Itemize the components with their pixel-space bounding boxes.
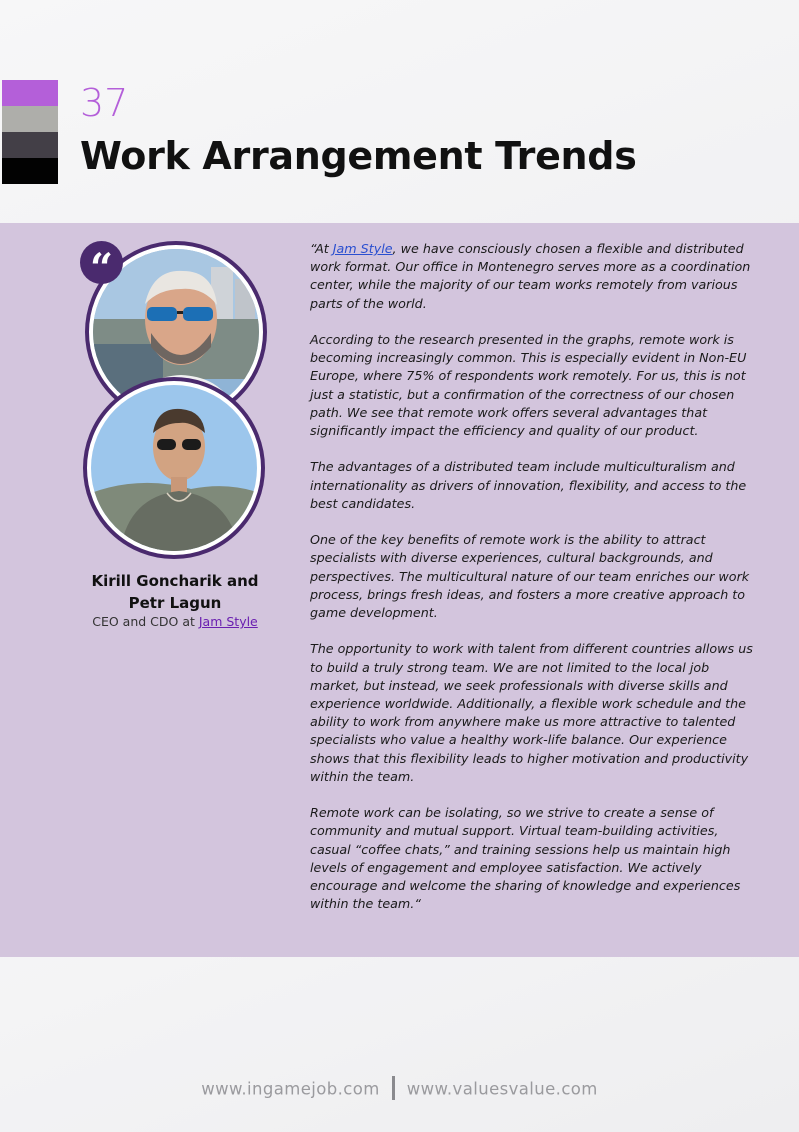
avatar-petr-image bbox=[91, 385, 257, 551]
quote-text bbox=[310, 240, 760, 932]
page-title: Work Arrangement Trends bbox=[80, 134, 637, 178]
quote-paragraph-5: The opportunity to work with talent from different countries allows us to build a truly strong team. We are not limited to the local job market, but instead, we seek professionals with diverse skills and experience worldwide. Additionally, a flexible work schedule and the ability to work from anywhere make us more attractive to talented specialists who value a healthy work-life balance. Our experience shows that this flexibility leads to higher motivation and productivity within the team. bbox=[310, 641, 753, 784]
quote-paragraph-6: Remote work can be isolating, so we strive to create a sense of community and mutual support. Virtual team-building activities, casual “coffee chats,” and training sessions help us maintain high levels of engagement and employee satisfaction. We actively encourage and welcome the sharing of knowledge and experiences within the team.“ bbox=[310, 805, 741, 912]
quote-company-link[interactable]: Jam Style bbox=[332, 241, 393, 256]
quote-paragraph-2: According to the research presented in the graphs, remote work is becoming increasingly common. This is especially evident in Non-EU Europe, where 75% of respondents work remotely. For us, this is not just a statistic, but a confirmation of the correctness of our chosen path. We see that remote work offers several advantages that significantly impact the efficiency and quality of our product. bbox=[310, 332, 747, 439]
footer bbox=[0, 1078, 799, 1102]
swatch-black bbox=[2, 158, 58, 184]
company-link[interactable]: Jam Style bbox=[198, 614, 258, 629]
page-number: 37 bbox=[80, 81, 129, 125]
person-name bbox=[80, 570, 270, 614]
person-name-line2: Petr Lagun bbox=[128, 594, 222, 612]
footer-site-ingamejob[interactable]: www.ingamejob.com bbox=[201, 1079, 380, 1099]
person-role-text: CEO and CDO at bbox=[92, 614, 199, 629]
quote-p1-text: , we have consciously chosen a flexible and distributed work format. Our office in Montenegro serves more as a coordination center, while the majority of our team works remotely from various parts of the world. bbox=[310, 241, 751, 311]
footer-separator bbox=[392, 1076, 395, 1100]
quote-paragraph-1 bbox=[310, 240, 760, 313]
swatch-purple bbox=[2, 80, 58, 106]
person-name-line1: Kirill Goncharik and bbox=[91, 572, 259, 590]
color-swatches bbox=[2, 80, 58, 184]
profile-photos bbox=[80, 241, 280, 561]
person-role bbox=[76, 614, 274, 629]
quote-paragraph-4: One of the key benefits of remote work is the ability to attract specialists with diverse experiences, cultural backgrounds, and perspectives. The multicultural nature of our team enriches our work process, brings fresh ideas, and fosters a more creative approach to game development. bbox=[310, 532, 750, 621]
footer-site-valuesvalue[interactable]: www.valuesvalue.com bbox=[406, 1079, 598, 1099]
avatar-petr bbox=[83, 377, 265, 559]
quote-open: “At bbox=[310, 241, 333, 256]
quote-paragraph-3: The advantages of a distributed team include multiculturalism and internationality as drivers of innovation, flexibility, and access to the best candidates. bbox=[310, 459, 747, 511]
quote-icon: “ bbox=[80, 241, 123, 284]
portrait-man-aviators-icon bbox=[91, 385, 257, 551]
swatch-dark-gray bbox=[2, 132, 58, 158]
swatch-gray bbox=[2, 106, 58, 132]
